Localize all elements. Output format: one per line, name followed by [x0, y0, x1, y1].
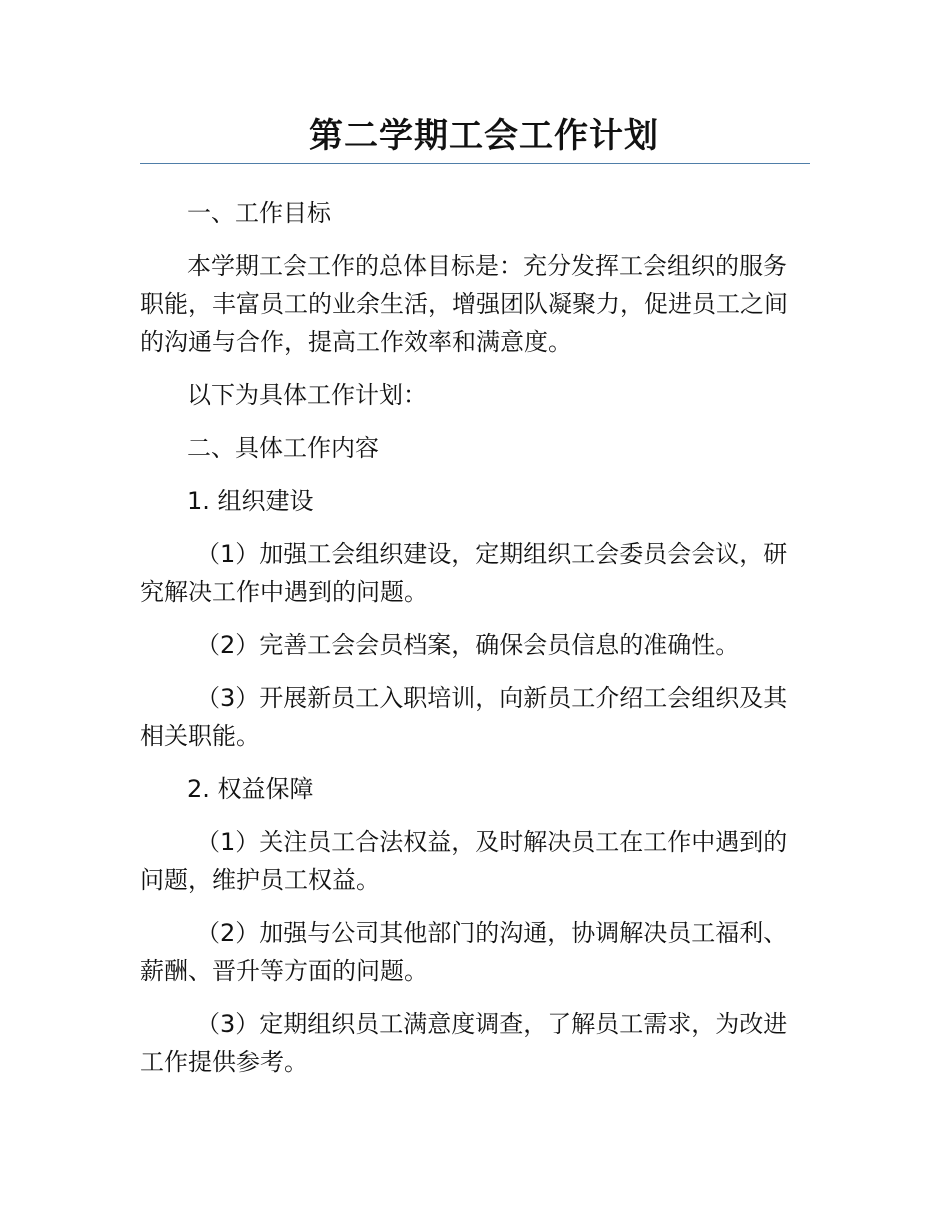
subheading-organization: 1. 组织建设 — [187, 487, 314, 515]
rights-item-1: （1）关注员工合法权益，及时解决员工在工作中遇到的问题，维护员工权益。 — [140, 828, 788, 894]
goals-paragraph: 本学期工会工作的总体目标是：充分发挥工会组织的服务职能，丰富员工的业余生活，增强团队凝聚力，促进员工之间的沟通与合作，提高工作效率和满意度。 — [140, 252, 788, 356]
section-heading-goals: 一、工作目标 — [187, 199, 331, 227]
rights-item-2: （2）加强与公司其他部门的沟通，协调解决员工福利、薪酬、晋升等方面的问题。 — [140, 919, 788, 985]
title-underline — [140, 163, 810, 164]
plan-intro-paragraph: 以下为具体工作计划： — [187, 381, 427, 409]
section-heading-content: 二、具体工作内容 — [187, 434, 379, 462]
organization-item-2: （2）完善工会会员档案，确保会员信息的准确性。 — [196, 631, 740, 659]
document-title: 第二学期工会工作计划 — [309, 116, 659, 156]
rights-item-3: （3）定期组织员工满意度调查，了解员工需求，为改进工作提供参考。 — [140, 1010, 788, 1076]
organization-item-3: （3）开展新员工入职培训，向新员工介绍工会组织及其相关职能。 — [140, 684, 788, 750]
document-page — [140, 112, 810, 1096]
subheading-rights: 2. 权益保障 — [187, 775, 314, 803]
organization-item-1: （1）加强工会组织建设，定期组织工会委员会会议，研究解决工作中遇到的问题。 — [140, 540, 788, 606]
